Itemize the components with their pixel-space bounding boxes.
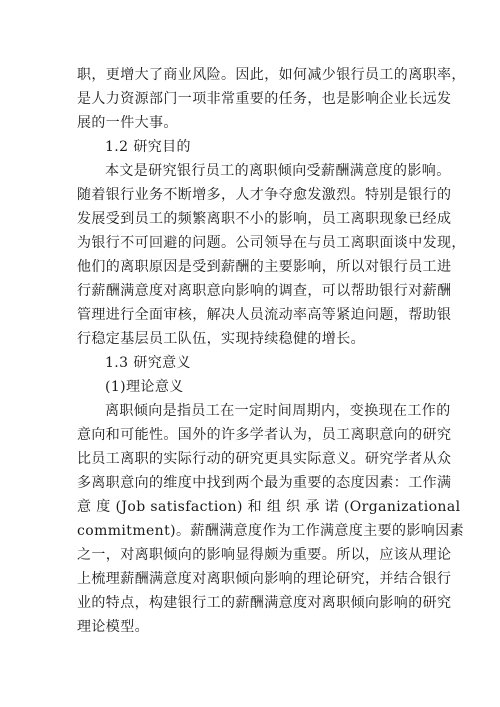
text-line: 离职倾向是指员工在一定时间周期内，变换现在工作的 <box>105 403 451 419</box>
text-line: 是人力资源部门一项非常重要的任务，也是影响企业长远发 <box>77 91 452 107</box>
section-heading: 1.3 研究意义 <box>105 355 191 371</box>
section-heading: 1.2 研究目的 <box>105 139 191 155</box>
text-line: 行稳定基层员工队伍，实现持续稳健的增长。 <box>77 331 365 347</box>
text-line: 业的特点，构建银行工的薪酬满意度对离职倾向影响的研究 <box>77 595 452 611</box>
text-line: 上梳理薪酬满意度对离职倾向影响的理论研究，并结合银行 <box>77 571 452 587</box>
subsection-heading: (1)理论意义 <box>105 379 184 395</box>
text-line: 展的一件大事。 <box>77 115 178 131</box>
text-line: 为银行不可回避的问题。公司领导在与员工离职面谈中发现， <box>77 235 466 251</box>
text-line: 之一，对离职倾向的影响显得颇为重要。所以，应该从理论 <box>77 547 452 563</box>
text-line: 本文是研究银行员工的离职倾向受薪酬满意度的影响。 <box>105 163 451 179</box>
text-line: 行薪酬满意度对离职意向影响的调查，可以帮助银行对薪酬 <box>77 283 452 299</box>
text-line: 意向和可能性。国外的许多学者认为，员工离职意向的研究 <box>77 427 452 443</box>
text-line: 意 度 (Job satisfaction) 和 组 织 承 诺 (Organizational <box>77 499 461 515</box>
text-line: 职，更增大了商业风险。因此，如何减少银行员工的离职率， <box>77 67 466 83</box>
text-line: 多离职意向的维度中找到两个最为重要的态度因素：工作满 <box>77 475 452 491</box>
text-line: 他们的离职原因是受到薪酬的主要影响，所以对银行员工进 <box>77 259 452 275</box>
text-line: 管理进行全面审核，解决人员流动率高等紧迫问题，帮助银 <box>77 307 452 323</box>
text-line: 随着银行业务不断增多，人才争夺愈发激烈。特别是银行的 <box>77 187 452 203</box>
text-line: 比员工离职的实际行动的研究更具实际意义。研究学者从众 <box>77 451 452 467</box>
text-line: commitment)。薪酬满意度作为工作满意度主要的影响因素 <box>77 523 464 539</box>
text-line: 发展受到员工的频繁离职不小的影响，员工离职现象已经成 <box>77 211 452 227</box>
text-line: 理论模型。 <box>77 619 149 635</box>
